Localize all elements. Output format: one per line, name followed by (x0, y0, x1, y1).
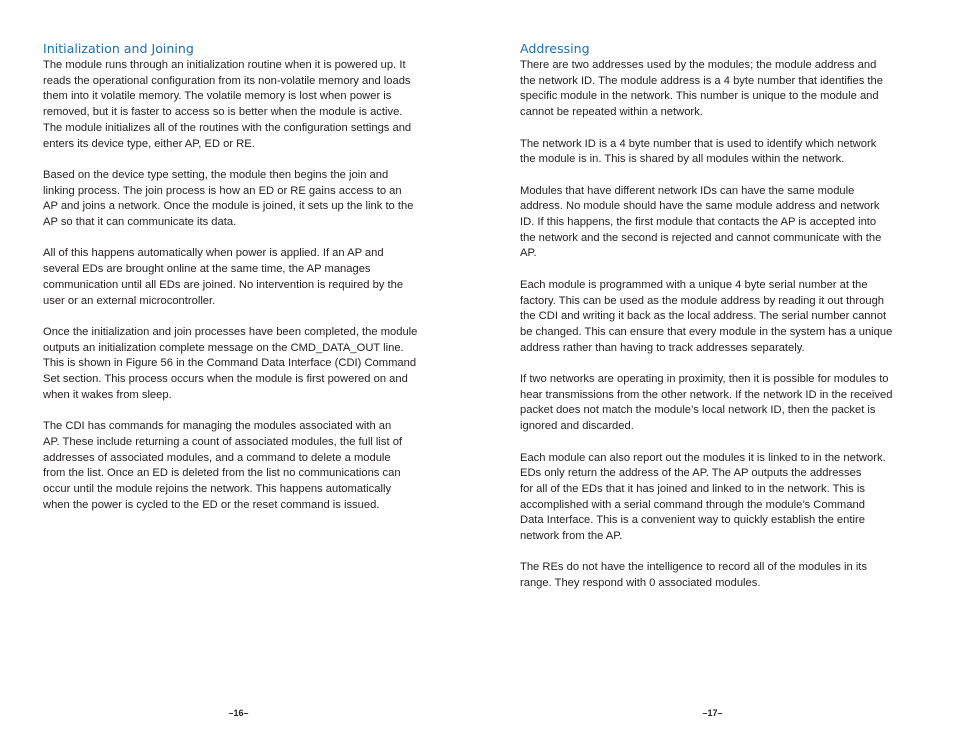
paragraph: There are two addresses used by the modules; the module address and the network ID. The module address is a 4 byte number that identifies the specific module in the network. This number is unique to the module and cannot be repeated within a network. (520, 59, 883, 119)
paragraph: If two networks are operating in proximity, then it is possible for modules to hear transmissions from the other network. If the network ID in the received packet does not match the module’s local network ID, then the packet is ignored and discarded. (520, 373, 893, 433)
paragraph: All of this happens automatically when power is applied. If an AP and several EDs are brought online at the same time, the AP manages communication until all EDs are joined. No intervention is required by the user or an external microcontroller. (43, 247, 404, 307)
left-text-column (43, 40, 438, 529)
paragraph: Based on the device type setting, the module then begins the join and linking process. The join process is how an ED or RE gains access to an AP and joins a network. Once the module is joined, it sets up the link to the AP so that it can communicate its data. (43, 168, 414, 229)
paragraph: The network ID is a 4 byte number that is used to identify which network the module is in. This is shared by all modules within the network. (520, 137, 877, 166)
paragraph: The REs do not have the intelligence to record all of the modules in its range. They respond with 0 associated modules. (520, 561, 868, 590)
paragraph: Each module can also report out the modules it is linked to in the network. EDs only return the address of the AP. The AP outputs the addresses for all of the EDs that it has joined and linked to in the network. This is accomplished with a serial command through the module’s Command Data Interface. This is a convenient way to quickly establish the entire network from the AP. (520, 451, 886, 543)
paragraph: Once the initialization and join processes have been completed, the module outputs an initialization complete message on the CMD_DATA_OUT line. This is shown in Figure 56 in the Command Data Interface (CDI) Command Set section. This process occurs when the module is first powered on and when it wakes from sleep. (43, 325, 418, 401)
paragraph: Modules that have different network IDs can have the same module address. No module should have the same module address and network ID. If this happens, the first module that contacts the AP is accepted into the network and the second is rejected and cannot communicate with the AP. (520, 184, 882, 260)
paragraph: Each module is programmed with a unique 4 byte serial number at the factory. This can be used as the module address by reading it out through the CDI and writing it back as the local address. The serial number cannot be changed. This can ensure that every module in the system has a unique address rather than having to track addresses separately. (520, 278, 893, 354)
section-heading-addressing: Addressing (520, 41, 590, 56)
right-text-column (520, 40, 912, 608)
paragraph: The module runs through an initialization routine when it is powered up. It reads the operational configuration from its non-volatile memory and loads them into it volatile memory. The volatile memory is lost when power is removed, but it is faster to access so is better when the module is active. The module initializes all of the routines with the configuration settings and enters its device type, either AP, ED or RE. (43, 59, 412, 150)
section-heading-initialization: Initialization and Joining (43, 41, 194, 56)
page-number: –17– (702, 708, 723, 718)
right-page (477, 0, 954, 738)
paragraph: The CDI has commands for managing the modules associated with an AP. These include returning a count of associated modules, the full list of addresses of associated modules, and a command to delete a module from the list. Once an ED is deleted from the list no communications can occur until the module rejoins the network. This happens automatically when the power is cycled to the ED or the reset command is issued. (43, 420, 403, 511)
page-number: –16– (228, 708, 249, 718)
